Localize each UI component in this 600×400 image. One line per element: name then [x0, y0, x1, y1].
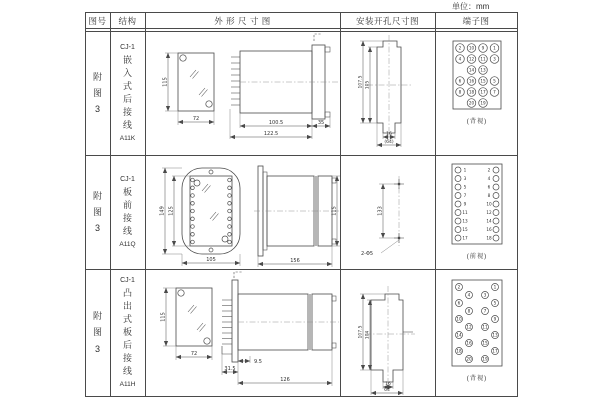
- header-structure: 结构: [118, 15, 137, 26]
- model-number: A11H: [119, 381, 136, 389]
- dim-label: 107.5: [358, 325, 364, 339]
- terminal-number: 5: [493, 78, 496, 84]
- terminal-number: 18: [468, 89, 475, 95]
- terminal-number: 12: [486, 210, 492, 216]
- row3-structure-cell: [110, 269, 145, 396]
- hole-callout: 2-Φ5: [361, 251, 374, 257]
- terminal-number: 1: [493, 45, 496, 51]
- terminal-number: 2: [487, 167, 491, 173]
- row1-structure-cell: [110, 31, 145, 155]
- side-view: [222, 272, 339, 386]
- terminal-number: 8: [487, 193, 491, 199]
- terminal-number: 15: [462, 227, 468, 233]
- terminal-number: 12: [466, 324, 472, 330]
- terminal-number: 19: [482, 356, 488, 362]
- dim-label: 126: [280, 377, 290, 383]
- front-view: [160, 168, 241, 266]
- terminal-number: 7: [493, 89, 496, 95]
- terminal-number: 9: [493, 316, 497, 322]
- row3-install-drawing: [341, 270, 435, 396]
- dim-label: 105: [365, 80, 371, 90]
- terminal-number: 9: [463, 201, 467, 207]
- row2-terminal-diagram: [436, 156, 517, 269]
- terminal-number: 19: [480, 100, 486, 106]
- dim-label: 149: [159, 206, 166, 216]
- front-view: [161, 288, 213, 360]
- terminal-number: 1: [493, 284, 497, 290]
- structure-name: 嵌入式后接线: [122, 54, 132, 131]
- terminal-number: 17: [480, 89, 486, 95]
- terminal-number: 6: [458, 78, 462, 84]
- dim-label: 16: [386, 132, 392, 137]
- terminal-number: 13: [462, 218, 468, 224]
- terminal-number: 16: [468, 78, 475, 84]
- row2-outline-drawing: [146, 156, 340, 269]
- terminal-number: 14: [486, 218, 492, 224]
- structure-name: 凸出式板后接线: [122, 287, 132, 377]
- terminal-circles: [455, 167, 499, 241]
- view-caption: (背视): [466, 118, 488, 125]
- header-outline: 外 形 尺 寸 图: [214, 15, 271, 26]
- terminal-number: 6: [487, 184, 491, 190]
- terminal-number: 8: [458, 89, 462, 95]
- header-terminal: 端子图: [462, 15, 490, 26]
- dim-label: 122.5: [263, 131, 279, 137]
- terminal-number: 14: [468, 67, 475, 73]
- dim-label: 9.5: [254, 359, 262, 365]
- terminal-number: 4: [487, 176, 491, 182]
- view-caption: (前视): [466, 253, 488, 260]
- terminal-number: 10: [468, 45, 475, 51]
- terminal-number: 3: [463, 176, 467, 182]
- terminal-number: 6: [457, 300, 461, 306]
- terminal-number: 14: [456, 332, 462, 338]
- terminal-number: 13: [480, 67, 486, 73]
- row3-terminal-diagram: [436, 270, 517, 396]
- terminal-number: 4: [458, 56, 462, 62]
- terminal-number: 5: [463, 184, 467, 190]
- terminal-number: 1: [463, 167, 467, 173]
- model-number: A11Q: [119, 241, 136, 249]
- side-view: [230, 34, 338, 139]
- row1-install-drawing: [341, 31, 435, 155]
- terminal-number: 12: [468, 56, 475, 62]
- row3-outline-drawing: [146, 270, 340, 396]
- relay-code: CJ-1: [120, 43, 135, 51]
- terminal-number: 13: [492, 332, 498, 338]
- dim-label: 72: [192, 116, 200, 122]
- terminal-number: 16: [466, 340, 472, 346]
- model-number: A11K: [119, 135, 136, 143]
- terminal-number: 16: [486, 227, 492, 233]
- structure-name: 板前接线: [122, 186, 132, 237]
- row1-terminal-diagram: [436, 31, 517, 155]
- terminal-number: 2: [457, 284, 461, 290]
- unit-label: 单位：mm: [452, 2, 490, 11]
- terminal-number: 11: [482, 324, 488, 330]
- terminal-number: 20: [468, 100, 475, 106]
- dim-label: 133: [377, 206, 384, 216]
- relay-code: CJ-1: [120, 276, 135, 284]
- dim-label: 156: [290, 258, 300, 264]
- terminal-number: 20: [466, 356, 472, 362]
- terminal-number: 9: [481, 45, 485, 51]
- terminal-number: 15: [482, 340, 488, 346]
- terminal-number: 11: [462, 210, 468, 216]
- header-fig-no: 图号: [88, 15, 107, 26]
- grid-line: [517, 12, 518, 397]
- view-caption: (背视): [466, 375, 488, 382]
- dim-label: 64: [384, 388, 390, 393]
- row2-fig-cell: [85, 155, 110, 269]
- dim-label: (64): [384, 140, 394, 145]
- terminal-number: 10: [456, 316, 462, 322]
- side-view: [254, 166, 340, 267]
- row3-fig-cell: [85, 269, 110, 396]
- dim-label: 115: [331, 206, 338, 216]
- terminal-number: 7: [463, 193, 467, 199]
- fig-number: 附图3: [92, 71, 102, 115]
- dim-label: 107.5: [358, 75, 364, 89]
- terminal-number: 5: [493, 300, 497, 306]
- terminal-number: 18: [486, 235, 492, 241]
- dim-label: 100.5: [268, 120, 284, 126]
- row1-fig-cell: [85, 31, 110, 155]
- dim-label: 72: [190, 351, 198, 357]
- terminal-number: 4: [467, 292, 471, 298]
- dim-label: 16: [385, 382, 391, 388]
- terminal-number: 17: [492, 348, 498, 354]
- terminal-number: 17: [462, 235, 468, 241]
- relay-code: CJ-1: [120, 175, 135, 183]
- dim-label: 31.5: [224, 366, 236, 372]
- terminal-number: 11: [480, 56, 486, 62]
- grid-line: [85, 396, 517, 397]
- terminal-number: 3: [483, 292, 487, 298]
- terminal-number: 8: [467, 308, 471, 314]
- row2-install-drawing: [341, 156, 435, 269]
- terminal-circles: [456, 44, 499, 108]
- dim-label: 125: [168, 206, 175, 216]
- dim-label: 105: [206, 257, 216, 263]
- terminal-number: 7: [483, 308, 487, 314]
- header-install: 安装开孔尺寸图: [355, 15, 419, 26]
- fig-number: 附图3: [92, 311, 102, 354]
- terminal-number: 3: [493, 56, 496, 62]
- row1-outline-drawing: [146, 31, 340, 155]
- row2-structure-cell: [110, 155, 145, 269]
- front-view: [163, 53, 215, 125]
- dim-label: 35: [317, 120, 325, 126]
- terminal-number: 2: [458, 45, 462, 51]
- dim-label: 104: [365, 330, 371, 340]
- terminal-number: 18: [456, 348, 462, 354]
- terminal-number: 10: [486, 201, 492, 207]
- terminal-number: 15: [480, 78, 486, 84]
- terminal-circles: [456, 284, 499, 363]
- dim-label: 115: [162, 77, 169, 87]
- dim-label: 115: [160, 312, 167, 322]
- fig-number: 附图3: [92, 190, 102, 234]
